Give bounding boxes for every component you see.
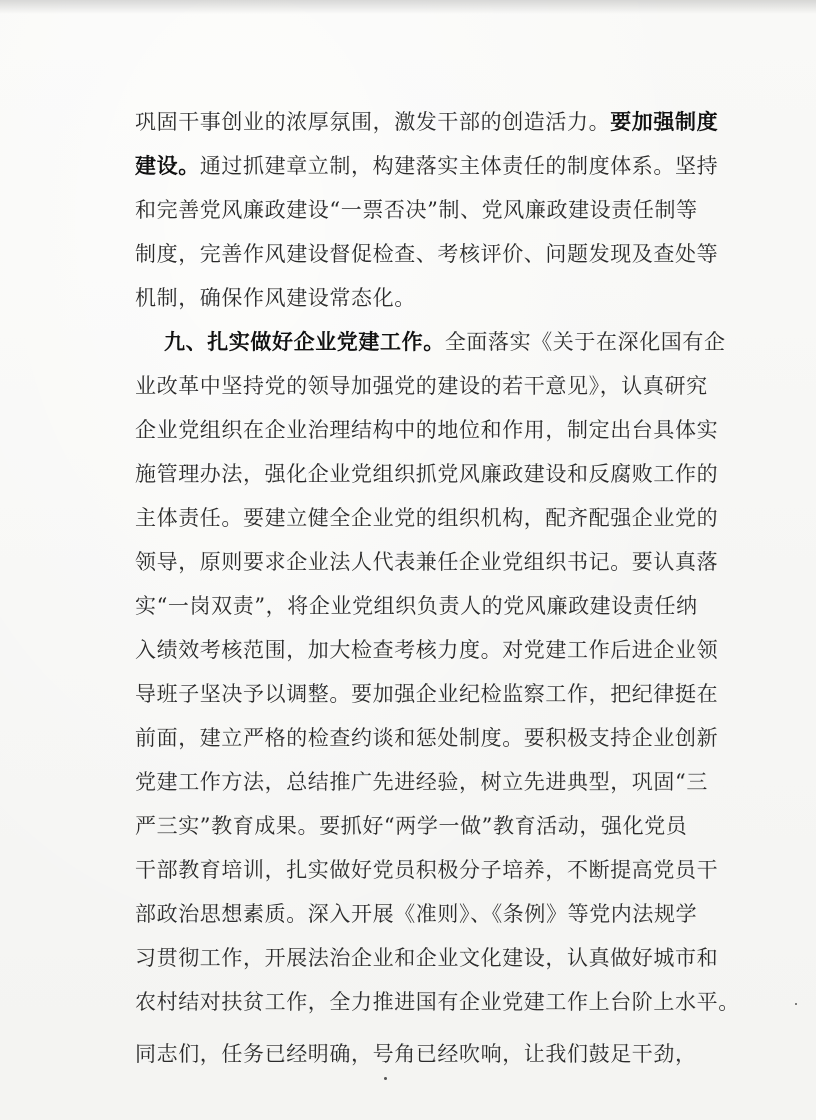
line-text: 习贯彻工作，开展法治企业和企业文化建设，认真做好城市和: [135, 946, 719, 970]
text-line: [135, 892, 715, 936]
text-line: [135, 760, 715, 804]
scan-edge-shadow: [0, 0, 816, 14]
text-line: [135, 980, 740, 1024]
text-line: [135, 496, 719, 540]
text-line: [135, 804, 715, 848]
line-text: 主体责任。要建立健全企业党的组织机构，配齐配强企业党的: [135, 506, 719, 530]
text-line: [135, 672, 719, 716]
line-text: 通过抓建章立制，构建落实主体责任的制度体系。坚持: [199, 154, 719, 178]
line-text: 全面落实《关于在深化国有企: [444, 330, 726, 354]
text-line: [135, 716, 719, 760]
text-line: [135, 1032, 715, 1076]
document-body: [135, 100, 740, 1076]
section-heading-line: [135, 320, 726, 364]
line-text: 巩固干事创业的浓厚氛围，激发干部的创造活力。: [135, 110, 611, 134]
text-line: [135, 144, 719, 188]
bold-heading-text: 建设。: [135, 154, 200, 178]
text-line: [135, 848, 719, 892]
line-text: 企业党组织在企业治理结构中的地位和作用，制定出台具体实: [135, 418, 719, 442]
line-text: 同志们，任务已经明确，号角已经吹响，让我们鼓足干劲，: [135, 1042, 697, 1066]
line-text: 入绩效考核范围，加大检查考核力度。对党建工作后进企业领: [135, 638, 719, 662]
text-line: [135, 540, 719, 584]
text-line: [135, 188, 715, 232]
line-text: 导班子坚决予以调整。要加强企业纪检监察工作，把纪律挺在: [135, 682, 719, 706]
text-line: [135, 628, 719, 672]
text-line: [135, 276, 715, 320]
line-text: 制度，完善作风建设督促检查、考核评价、问题发现及查处等: [135, 242, 719, 266]
line-text: 领导，原则要求企业法人代表兼任企业党组织书记。要认真落: [135, 550, 719, 574]
scan-speck: [384, 1077, 387, 1080]
section-heading: 九、扎实做好企业党建工作。: [164, 330, 445, 354]
line-text: 严三实”教育成果。要抓好“两学一做”教育活动，强化党员: [135, 814, 688, 838]
line-text: 党建工作方法，总结推广先进经验，树立先进典型，巩固“三: [135, 770, 708, 794]
bold-heading-text: 要加强制度: [610, 110, 719, 134]
text-line: [135, 584, 715, 628]
text-line: [135, 364, 715, 408]
line-text: 和完善党风廉政建设“一票否决”制、党风廉政建设责任制等: [135, 198, 698, 222]
line-text: 业改革中坚持党的领导加强党的建设的若干意见》，认真研究: [135, 374, 708, 398]
line-text: 机制，确保作风建设常态化。: [135, 286, 416, 310]
text-line: [135, 408, 719, 452]
text-line: [135, 452, 719, 496]
line-text: 干部教育培训，扎实做好党员积极分子培养，不断提高党员干: [135, 858, 719, 882]
line-text: 前面，建立严格的检查约谈和惩处制度。要积极支持企业创新: [135, 726, 719, 750]
line-text: 部政治思想素质。深入开展《准则》、《条例》等党内法规学: [135, 902, 698, 926]
scan-speck: [795, 1003, 797, 1005]
text-line: [135, 936, 719, 980]
text-line: [135, 100, 719, 144]
line-text: 实“一岗双责”，将企业党组织负责人的党风廉政建设责任纳: [135, 594, 698, 618]
line-text: 施管理办法，强化企业党组织抓党风廉政建设和反腐败工作的: [135, 462, 719, 486]
line-text: 农村结对扶贫工作，全力推进国有企业党建工作上台阶上水平。: [135, 990, 740, 1014]
text-line: [135, 232, 719, 276]
